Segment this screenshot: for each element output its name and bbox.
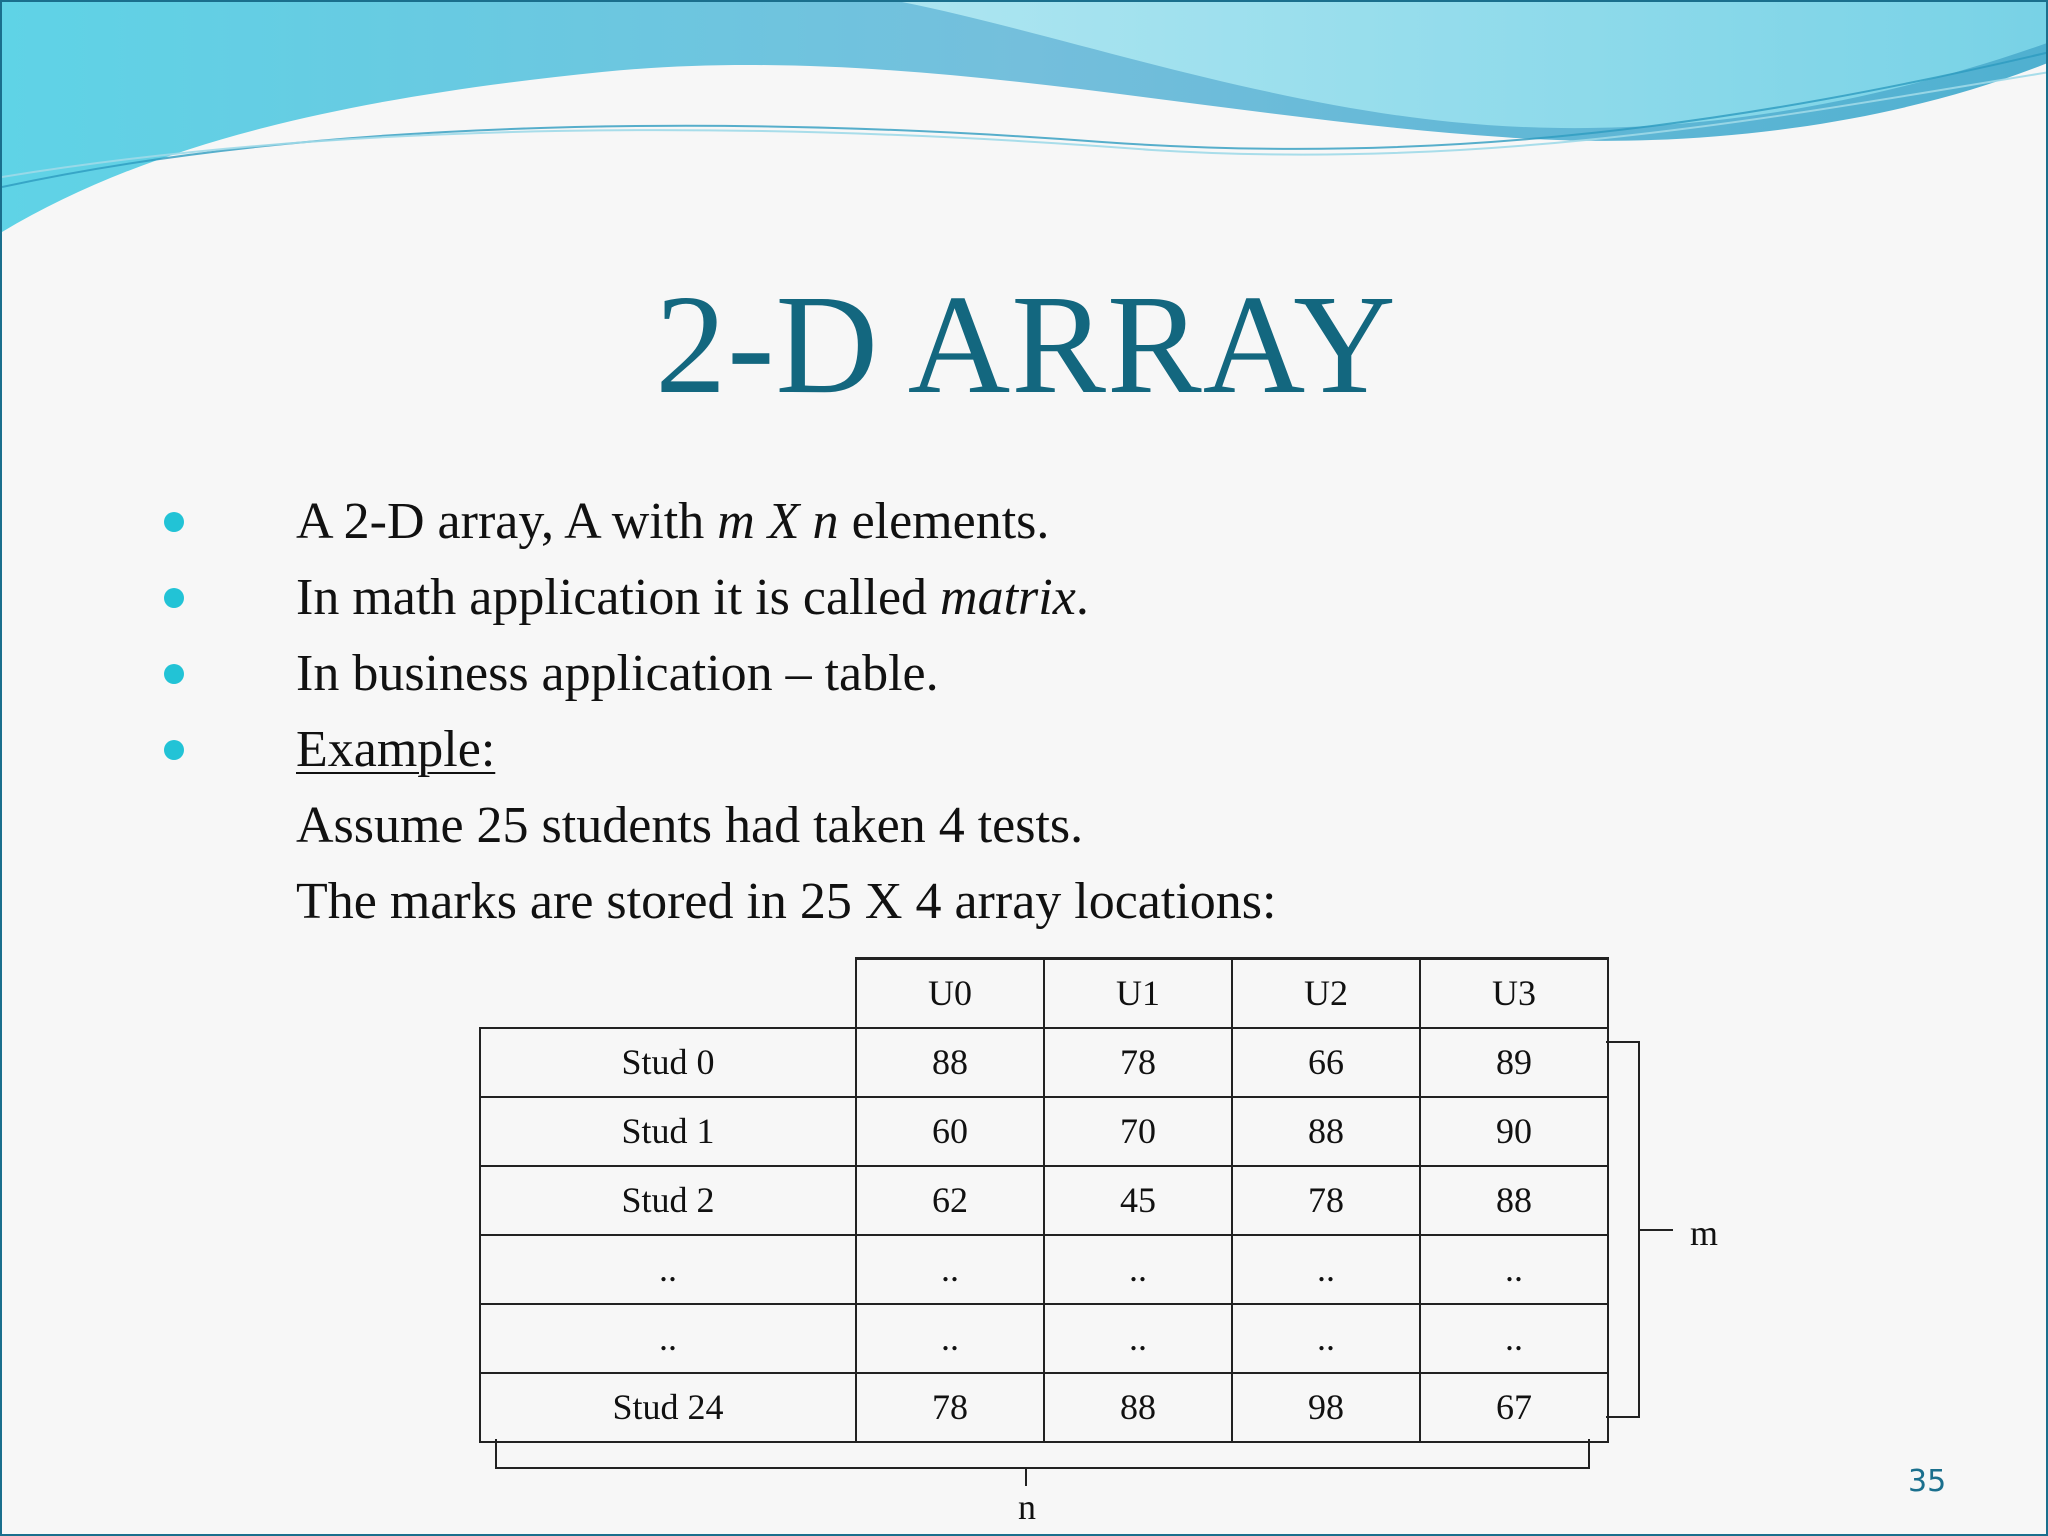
table-cell: ..: [856, 1304, 1044, 1373]
bullet-item: [2, 560, 2048, 636]
table-cell: 89: [1420, 1028, 1608, 1097]
table-cell: ..: [856, 1235, 1044, 1304]
row-header: Stud 24: [480, 1373, 856, 1442]
table-row: [480, 1373, 1608, 1442]
table-cell: 70: [1044, 1097, 1232, 1166]
column-header: U3: [1420, 959, 1608, 1028]
bullet-item: [2, 484, 2048, 560]
row-header: ..: [480, 1235, 856, 1304]
bullet-text: Example:: [296, 721, 496, 778]
column-dimension-label: n: [1018, 1487, 1036, 1527]
slide-title: 2-D ARRAY: [655, 265, 1397, 423]
bullet-dot-icon: [164, 740, 184, 760]
continuation-line: Assume 25 students had taken 4 tests.: [296, 797, 1084, 854]
bullet-dot-icon: [164, 664, 184, 684]
bullet-list: [2, 484, 2048, 940]
table-cell: ..: [1044, 1235, 1232, 1304]
table-cell: 62: [856, 1166, 1044, 1235]
row-header: ..: [480, 1304, 856, 1373]
table-cell: 88: [1420, 1166, 1608, 1235]
table-row: [480, 1097, 1608, 1166]
continuation-line: The marks are stored in 25 X 4 array locations:: [296, 873, 1277, 930]
table-cell: 88: [1044, 1373, 1232, 1442]
table-cell: 78: [1232, 1166, 1420, 1235]
table-cell: 88: [856, 1028, 1044, 1097]
column-header: U1: [1044, 959, 1232, 1028]
column-header: U0: [856, 959, 1044, 1028]
table-row: [480, 1028, 1608, 1097]
row-dimension-label: m: [1690, 1213, 1719, 1253]
table-cell: ..: [1420, 1304, 1608, 1373]
bullet-text: A 2-D array, A with m X n elements.: [296, 493, 1050, 550]
table-cell: 78: [1044, 1028, 1232, 1097]
marks-table: [479, 957, 1609, 1443]
table-cell: 88: [1232, 1097, 1420, 1166]
table-header-row: [480, 959, 1608, 1028]
table-row: [480, 1304, 1608, 1373]
page-number: 35: [1908, 1464, 1947, 1499]
table-cell: 78: [856, 1373, 1044, 1442]
table-cell: ..: [1044, 1304, 1232, 1373]
table-cell: 67: [1420, 1373, 1608, 1442]
table-cell: 60: [856, 1097, 1044, 1166]
table-cell: 45: [1044, 1166, 1232, 1235]
bullet-text: In business application – table.: [296, 645, 939, 702]
row-header: Stud 1: [480, 1097, 856, 1166]
table-cell: ..: [1232, 1235, 1420, 1304]
table-corner-cell: [480, 959, 856, 1028]
bullet-item: [2, 636, 2048, 712]
table-row: [480, 1166, 1608, 1235]
bullet-item: [2, 712, 2048, 788]
table-cell: ..: [1232, 1304, 1420, 1373]
bullet-text: In math application it is called matrix.: [296, 569, 1089, 626]
row-header: Stud 0: [480, 1028, 856, 1097]
table-cell: ..: [1420, 1235, 1608, 1304]
table-cell: 66: [1232, 1028, 1420, 1097]
row-dimension-bracket: [1606, 1042, 1673, 1417]
bullet-dot-icon: [164, 588, 184, 608]
header-wave-decoration: [2, 2, 2048, 242]
column-dimension-bracket: [496, 1439, 1589, 1486]
table-cell: 98: [1232, 1373, 1420, 1442]
column-header: U2: [1232, 959, 1420, 1028]
bullet-dot-icon: [164, 512, 184, 532]
row-header: Stud 2: [480, 1166, 856, 1235]
table-cell: 90: [1420, 1097, 1608, 1166]
table-row: [480, 1235, 1608, 1304]
